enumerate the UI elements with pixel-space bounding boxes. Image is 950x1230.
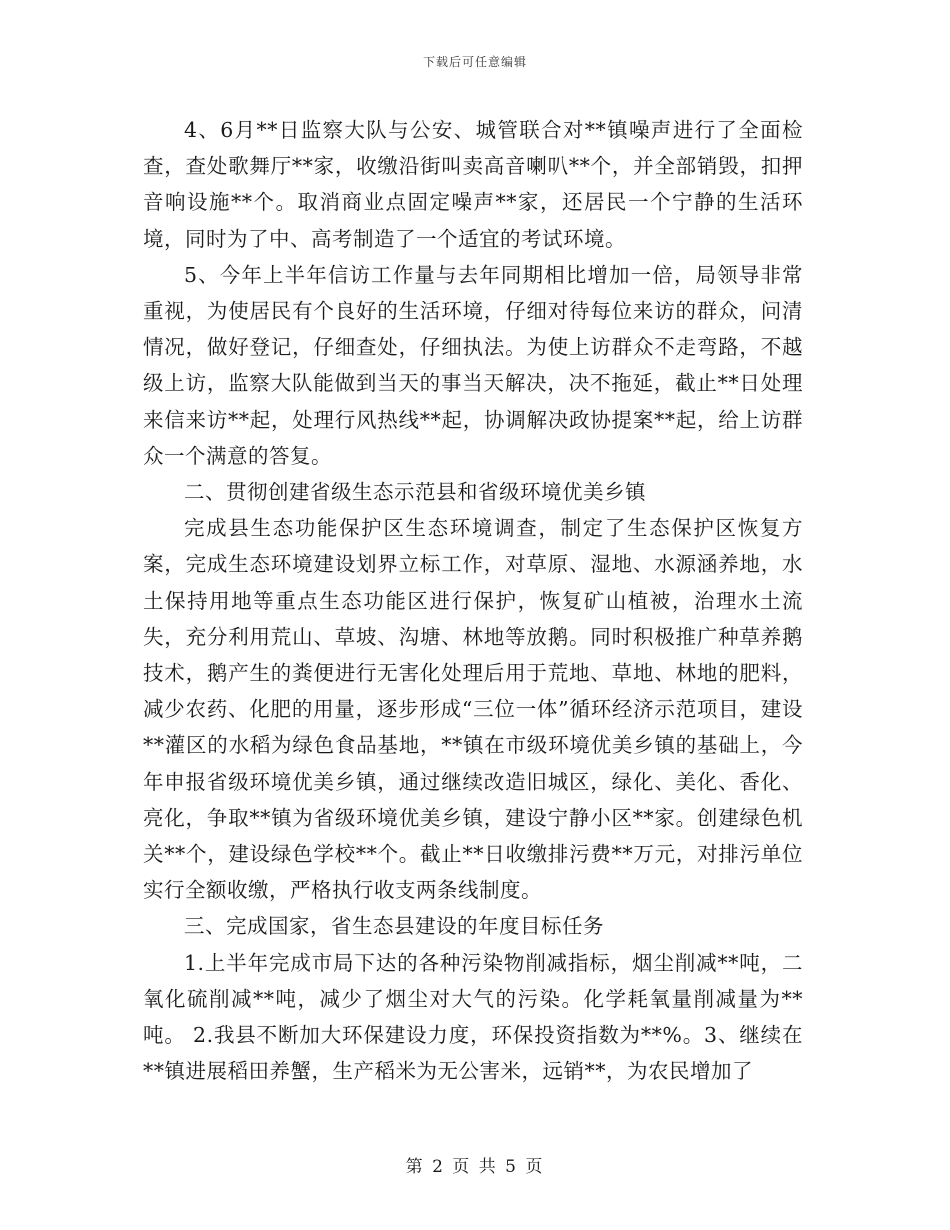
document-body [143, 112, 803, 1089]
section-heading-annual-targets: 三、完成国家，省生态县建设的年度目标任务 [184, 914, 604, 939]
page-number: 第 2 页 共 5 页 [405, 1157, 545, 1177]
paragraph-pollution-reduction: 1.上半年完成市局下达的各种污染物削减指标，烟尘削减**吨，二氧化硫削减**吨，减少了烟尘对大气的污染。化学耗氧量削减量为**吨。 2.我县不断加大环保建设力度，环保投资指数为**%。3、继续在**镇进展稻田养蟹，生产稻米为无公害米，远销**，为农民增加了 [143, 950, 803, 1084]
section-heading-eco-demonstration: 二、贯彻创建省级生态示范县和省级环境优美乡镇 [184, 480, 646, 505]
paragraph-noise-inspection: 4、6月**日监察大队与公安、城管联合对**镇噪声进行了全面检查，查处歌舞厅**家，收缴沿街叫卖高音喇叭**个，并全部销毁，扣押音响设施**个。取消商业点固定噪声**家，还居民一个宁静的生活环境，同时为了中、高考制造了一个适宜的考试环境。 [143, 118, 803, 251]
header-note: 下载后可任意编辑 [422, 55, 527, 69]
paragraph-eco-protection: 完成县生态功能保护区生态环境调查，制定了生态保护区恢复方案，完成生态环境建设划界立标工作，对草原、湿地、水源涵养地，水土保持用地等重点生态功能区进行保护，恢复矿山植被，治理水土流失，充分利用荒山、草坡、沟塘、林地等放鹅。同时积极推广种草养鹅技术，鹅产生的粪便进行无害化处理后用于荒地、草地、林地的肥料，减少农药、化肥的用量，逐步形成“三位一体”循环经济示范项目，建设**灌区的水稻为绿色食品基地，**镇在市级环境优美乡镇的基础上，今年申报省级环境优美乡镇，通过继续改造旧城区，绿化、美化、香化、亮化，争取**镇为省级环境优美乡镇，建设宁静小区**家。创建绿色机关**个，建设绿色学校**个。截止**日收缴排污费**万元，对排污单位实行全额收缴，严格执行收支两条线制度。 [143, 516, 803, 903]
paragraph-petition-work: 5、今年上半年信访工作量与去年同期相比增加一倍，局领导非常重视，为使居民有个良好的生活环境，仔细对待每位来访的群众，问清情况，做好登记，仔细查处，仔细执法。为使上访群众不走弯路，不越级上访，监察大队能做到当天的事当天解决，决不拖延，截止**日处理来信来访**起，处理行风热线**起，协调解决政协提案**起，给上访群众一个满意的答复。 [143, 262, 803, 468]
